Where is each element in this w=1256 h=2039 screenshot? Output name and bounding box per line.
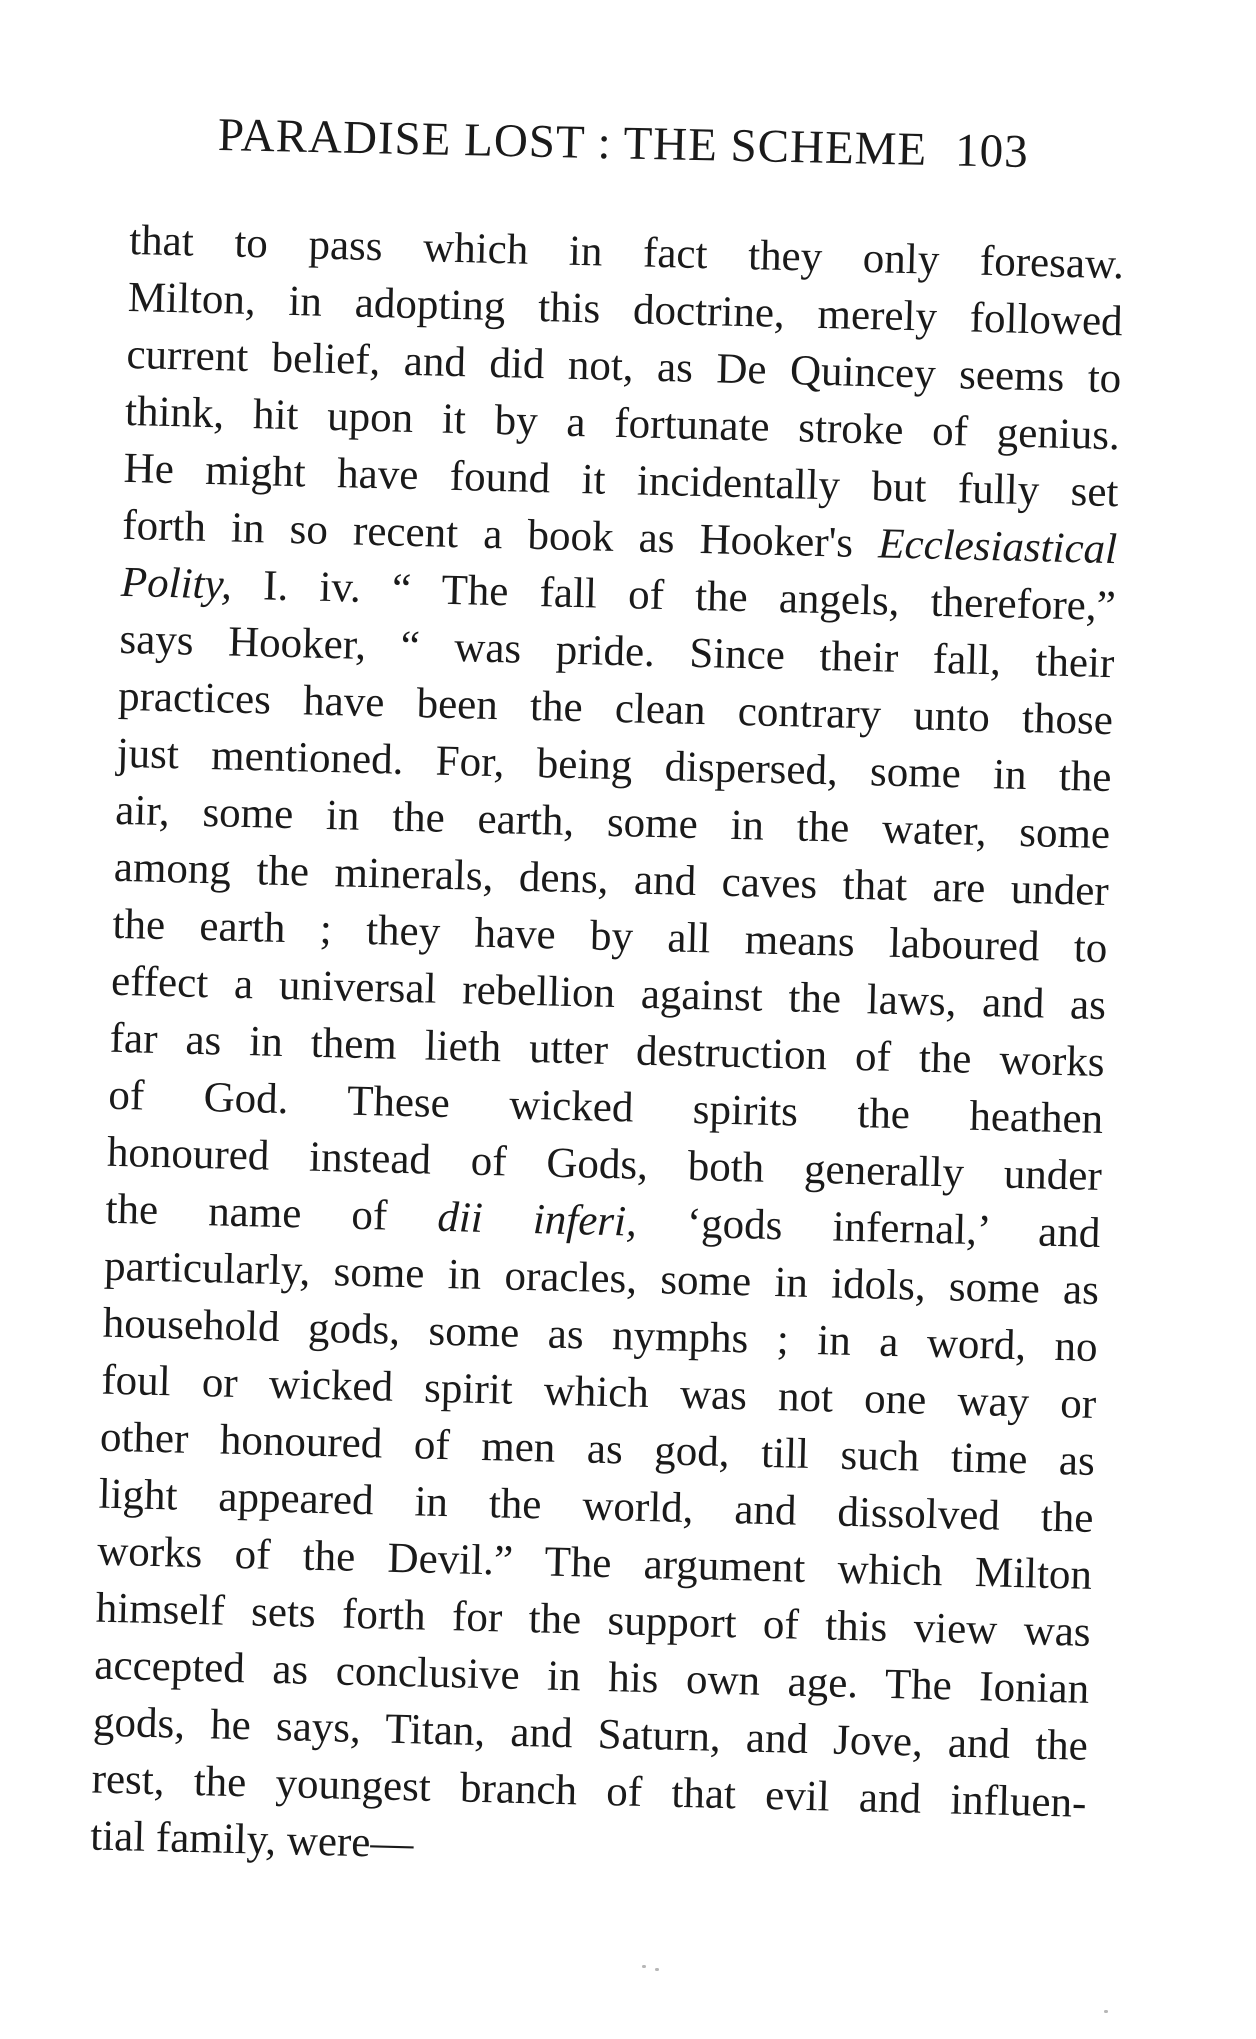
italic-title: Polity, xyxy=(120,558,233,609)
body-text xyxy=(90,212,1130,1889)
text-line: of God. These wicked spirits the heathen xyxy=(107,1071,1104,1144)
page-number: 103 xyxy=(954,124,1030,178)
text-line: practices have been the clean contrary unto those xyxy=(117,672,1114,745)
text-segment: ‘gods infernal,’ and xyxy=(686,1199,1101,1258)
text-line: other honoured of men as god, till such time as xyxy=(99,1413,1096,1485)
running-title: PARADISE LOST : THE SCHEME xyxy=(217,109,928,176)
text-line: effect a universal rebellion against the laws, and as xyxy=(110,957,1107,1030)
italic-title: Ecclesiastical xyxy=(877,520,1118,574)
text-line: household gods, some as nymphs ; in a word, no xyxy=(102,1299,1099,1371)
text-line: accepted as conclusive in his own age. The Ionian xyxy=(93,1641,1090,1713)
text-line: foul or wicked spirit which was not one way or xyxy=(100,1356,1097,1428)
text-line: think, hit upon it by a fortunate stroke of genius. xyxy=(124,387,1121,460)
text-line: just mentioned. For, being dispersed, some in the xyxy=(116,729,1113,802)
text-line: works of the Devil.” The argument which Milton xyxy=(96,1527,1093,1599)
text-line: current belief, and did not, as De Quincey seems to xyxy=(125,330,1122,403)
text-line: Milton, in adopting this doctrine, merely followed xyxy=(127,273,1124,346)
text-line: He might have found it incidentally but fully set xyxy=(123,444,1120,517)
paper-speck xyxy=(655,1968,659,1971)
text-line: among the minerals, dens, and caves that are under xyxy=(113,843,1110,916)
italic-phrase: dii inferi, xyxy=(436,1193,638,1246)
text-line: far as in them lieth utter destruction of the works xyxy=(109,1014,1106,1087)
text-line: says Hooker, “ was pride. Since their fall, their xyxy=(118,615,1115,688)
running-header xyxy=(217,108,1138,181)
text-line: air, some in the earth, some in the water, some xyxy=(114,786,1111,859)
text-line: the earth ; they have by all means laboured to xyxy=(112,900,1108,973)
text-line: himself sets forth for the support of this view was xyxy=(95,1584,1092,1656)
text-line: tial family, were— xyxy=(89,1812,414,1868)
text-line: rest, the youngest branch of that evil and influen- xyxy=(91,1755,1087,1827)
text-segment: forth in so recent a book as Hooker's xyxy=(121,501,854,567)
paper-speck xyxy=(1104,2010,1108,2013)
paper-speck xyxy=(642,1965,646,1968)
text-line: honoured instead of Gods, both generally under xyxy=(106,1128,1103,1201)
text-line: gods, he says, Titan, and Saturn, and Jove, and the xyxy=(92,1698,1089,1770)
text-line: light appeared in the world, and dissolved the xyxy=(98,1470,1094,1542)
text-segment: I. iv. “ The fall of the angels, therefore,” xyxy=(262,562,1117,631)
text-segment: the name of xyxy=(105,1185,388,1240)
text-line: that to pass which in fact they only foresaw. xyxy=(128,216,1125,289)
text-line: particularly, some in oracles, some in idols, some as xyxy=(103,1242,1100,1314)
